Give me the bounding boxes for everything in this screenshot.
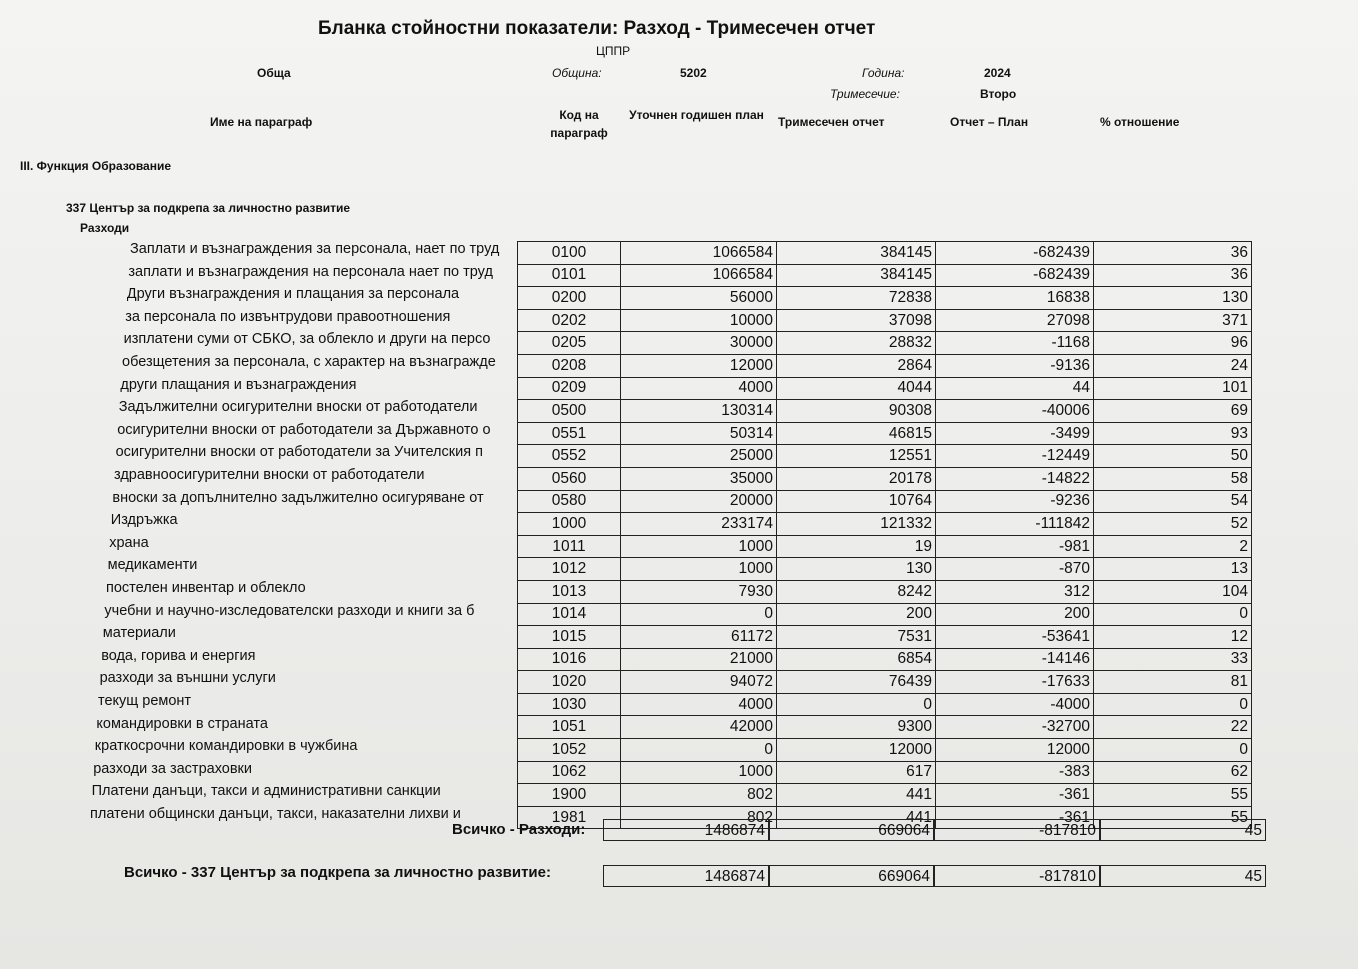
paragraph-code: 0500 — [518, 400, 621, 423]
diff-value: -383 — [936, 761, 1094, 784]
report-value: 20178 — [777, 467, 936, 490]
plan-value: 233174 — [621, 513, 777, 536]
diff-value: -682439 — [936, 242, 1094, 265]
pct-value: 93 — [1094, 422, 1252, 445]
report-value: 0 — [777, 693, 936, 716]
row-label: други плащания и възнаграждения — [120, 376, 357, 393]
paragraph-code: 0551 — [518, 422, 621, 445]
row-label: здравноосигурителни вноски от работодатели — [114, 467, 425, 483]
pct-value: 33 — [1094, 648, 1252, 671]
row-label: Заплати и възнаграждения за персонала, нает по труд — [130, 241, 500, 257]
row-label: Задължителни осигурителни вноски от работодатели — [118, 399, 478, 416]
plan-value: 0 — [621, 739, 777, 762]
row-label: текущ ремонт — [98, 693, 192, 709]
plan-value: 94072 — [621, 671, 777, 694]
plan-value: 1000 — [621, 535, 777, 558]
table-row — [518, 648, 1252, 671]
row-label: осигурителни вноски от работодатели за Държавното о — [117, 421, 491, 438]
col-header-name: Име на параграф — [210, 115, 313, 129]
paragraph-code: 1013 — [518, 580, 621, 603]
row-label: платени общински данъци, такси, наказателни лихви и — [90, 806, 461, 822]
pct-value: 36 — [1094, 264, 1252, 287]
plan-value: 56000 — [621, 287, 777, 310]
plan-value: 1066584 — [621, 242, 777, 265]
plan-value: 4000 — [621, 693, 777, 716]
row-label: Платени данъци, такси и административни санкции — [91, 783, 441, 800]
report-value: 200 — [777, 603, 936, 626]
report-value: 12000 — [777, 739, 936, 762]
plan-value: 10000 — [621, 309, 777, 332]
pct-value: 52 — [1094, 513, 1252, 536]
col-header-diff: Отчет – План — [950, 115, 1029, 129]
diff-value: 200 — [936, 603, 1094, 626]
report-value: 12551 — [777, 445, 936, 468]
org-label: Обща — [257, 66, 291, 80]
plan-value: 1000 — [621, 558, 777, 581]
total-expenses-label: Всичко - Разходи: — [452, 821, 586, 838]
paragraph-code: 0100 — [518, 242, 621, 265]
diff-value: -981 — [936, 535, 1094, 558]
section-title: III. Функция Образование — [20, 159, 172, 173]
paragraph-code: 0200 — [518, 287, 621, 310]
row-label: заплати и възнаграждения на персонала нает по труд — [128, 263, 493, 280]
total-center-plan: 1486874 — [603, 865, 769, 887]
diff-value: -361 — [936, 784, 1094, 807]
paragraph-code: 1062 — [518, 761, 621, 784]
paragraph-code: 1000 — [518, 513, 621, 536]
diff-value: -40006 — [936, 400, 1094, 423]
row-label: разходи за външни услуги — [99, 670, 276, 687]
diff-value: -1168 — [936, 332, 1094, 355]
pct-value: 371 — [1094, 309, 1252, 332]
table-row — [518, 535, 1252, 558]
row-label: материали — [102, 625, 176, 642]
report-value: 76439 — [777, 671, 936, 694]
table-row — [518, 580, 1252, 603]
plan-value: 30000 — [621, 332, 777, 355]
plan-value: 4000 — [621, 377, 777, 400]
table-row — [518, 761, 1252, 784]
paragraph-code: 1030 — [518, 693, 621, 716]
pct-value: 69 — [1094, 400, 1252, 423]
report-value: 37098 — [777, 309, 936, 332]
row-label: изплатени суми от СБКО, за облекло и други на персо — [123, 331, 491, 348]
plan-value: 61172 — [621, 626, 777, 649]
plan-value: 802 — [621, 784, 777, 807]
pct-value: 22 — [1094, 716, 1252, 739]
quarter-value: Второ — [980, 87, 1017, 101]
paragraph-code: 1016 — [518, 648, 621, 671]
report-value: 8242 — [777, 580, 936, 603]
table-row — [518, 467, 1252, 490]
table-row — [518, 422, 1252, 445]
pct-value: 0 — [1094, 739, 1252, 762]
total-center-pct: 45 — [1100, 865, 1266, 887]
report-value: 28832 — [777, 332, 936, 355]
table-row — [518, 445, 1252, 468]
plan-value: 1066584 — [621, 264, 777, 287]
municipality-label: Община: — [552, 66, 602, 80]
diff-value: -32700 — [936, 716, 1094, 739]
plan-value: 12000 — [621, 354, 777, 377]
diff-value: 44 — [936, 377, 1094, 400]
total-center-label: Всичко - 337 Център за подкрепа за личностно развитие: — [124, 864, 551, 881]
pct-value: 2 — [1094, 535, 1252, 558]
table-row — [518, 513, 1252, 536]
pct-value: 12 — [1094, 626, 1252, 649]
expense-table — [517, 241, 1252, 829]
table-row — [518, 626, 1252, 649]
col-header-plan: Уточнен годишен план — [629, 108, 764, 122]
table-row — [518, 739, 1252, 762]
report-value: 130 — [777, 558, 936, 581]
plan-value: 42000 — [621, 716, 777, 739]
paragraph-code: 0208 — [518, 354, 621, 377]
total-expenses-plan: 1486874 — [603, 819, 769, 841]
group-title: Разходи — [80, 221, 130, 235]
pct-value: 24 — [1094, 354, 1252, 377]
row-label: Други възнаграждения и плащания за персонала — [126, 286, 460, 303]
row-label: обезщетения за персонала, с характер на възнагражде — [122, 354, 496, 370]
paragraph-code: 1052 — [518, 739, 621, 762]
diff-value: 12000 — [936, 739, 1094, 762]
pct-value: 101 — [1094, 377, 1252, 400]
diff-value: -17633 — [936, 671, 1094, 694]
report-value: 441 — [777, 806, 936, 829]
total-expenses-diff: -817810 — [934, 819, 1100, 841]
year-value: 2024 — [984, 66, 1011, 80]
paragraph-code: 1011 — [518, 535, 621, 558]
year-label: Година: — [862, 66, 905, 80]
diff-value: -682439 — [936, 264, 1094, 287]
diff-value: 27098 — [936, 309, 1094, 332]
paragraph-code: 0101 — [518, 264, 621, 287]
table-row — [518, 603, 1252, 626]
total-expenses-row — [603, 819, 1266, 841]
report-value: 441 — [777, 784, 936, 807]
diff-value: -111842 — [936, 513, 1094, 536]
report-value: 7531 — [777, 626, 936, 649]
row-label: медикаменти — [107, 557, 198, 574]
total-center-row — [603, 865, 1266, 887]
diff-value: -14822 — [936, 467, 1094, 490]
report-subtitle: ЦППР — [596, 44, 631, 58]
report-value: 617 — [777, 761, 936, 784]
plan-value: 20000 — [621, 490, 777, 513]
col-header-report: Тримесечен отчет — [778, 115, 885, 129]
plan-value: 50314 — [621, 422, 777, 445]
total-center-diff: -817810 — [934, 865, 1100, 887]
report-value: 121332 — [777, 513, 936, 536]
report-value: 4044 — [777, 377, 936, 400]
total-center-report: 669064 — [769, 865, 934, 887]
total-expenses-report: 669064 — [769, 819, 934, 841]
table-row — [518, 287, 1252, 310]
paragraph-code: 1981 — [518, 806, 621, 829]
pct-value: 54 — [1094, 490, 1252, 513]
diff-value: -4000 — [936, 693, 1094, 716]
col-header-pct: % отношение — [1100, 115, 1180, 129]
report-value: 90308 — [777, 400, 936, 423]
row-label: вода, горива и енергия — [101, 647, 256, 664]
table-row — [518, 309, 1252, 332]
report-value: 19 — [777, 535, 936, 558]
row-label: учебни и научно-изследователски разходи и книги за б — [104, 602, 475, 619]
diff-value: -3499 — [936, 422, 1094, 445]
row-label: Издръжка — [110, 512, 178, 529]
diff-value: 312 — [936, 580, 1094, 603]
paragraph-code: 1015 — [518, 626, 621, 649]
pct-value: 81 — [1094, 671, 1252, 694]
row-label: осигурителни вноски от работодатели за Учителския п — [115, 444, 483, 461]
row-label: разходи за застраховки — [93, 760, 252, 777]
diff-value: -53641 — [936, 626, 1094, 649]
pct-value: 0 — [1094, 603, 1252, 626]
paragraph-code: 0205 — [518, 332, 621, 355]
paragraph-code: 0580 — [518, 490, 621, 513]
paragraph-code: 0560 — [518, 467, 621, 490]
table-row — [518, 490, 1252, 513]
report-value: 384145 — [777, 264, 936, 287]
col-header-code: Код на параграф — [550, 108, 608, 140]
diff-value: -12449 — [936, 445, 1094, 468]
table-row — [518, 693, 1252, 716]
diff-value: 16838 — [936, 287, 1094, 310]
paragraph-code: 1014 — [518, 603, 621, 626]
row-label: за персонала по извънтрудови правоотношения — [125, 308, 451, 325]
municipality-code: 5202 — [680, 66, 707, 80]
report-title: Бланка стойностни показатели: Разход - Тримесечен отчет — [318, 18, 876, 39]
plan-value: 21000 — [621, 648, 777, 671]
pct-value: 62 — [1094, 761, 1252, 784]
row-label: храна — [109, 534, 149, 551]
plan-value: 35000 — [621, 467, 777, 490]
row-label: командировки в страната — [96, 715, 268, 732]
table-row — [518, 671, 1252, 694]
report-value: 10764 — [777, 490, 936, 513]
table-row — [518, 716, 1252, 739]
paragraph-code: 1051 — [518, 716, 621, 739]
paragraph-code: 1900 — [518, 784, 621, 807]
report-value: 2864 — [777, 354, 936, 377]
table-row — [518, 377, 1252, 400]
table-row — [518, 784, 1252, 807]
paragraph-code: 0552 — [518, 445, 621, 468]
pct-value: 0 — [1094, 693, 1252, 716]
plan-value: 1000 — [621, 761, 777, 784]
pct-value: 36 — [1094, 242, 1252, 265]
total-expenses-pct: 45 — [1100, 819, 1266, 841]
plan-value: 802 — [621, 806, 777, 829]
diff-value: -14146 — [936, 648, 1094, 671]
pct-value: 55 — [1094, 784, 1252, 807]
pct-value: 58 — [1094, 467, 1252, 490]
row-label: постелен инвентар и облекло — [106, 580, 306, 596]
diff-value: -361 — [936, 806, 1094, 829]
plan-value: 25000 — [621, 445, 777, 468]
report-value: 72838 — [777, 287, 936, 310]
table-row — [518, 264, 1252, 287]
paragraph-code: 1020 — [518, 671, 621, 694]
plan-value: 7930 — [621, 580, 777, 603]
diff-value: -870 — [936, 558, 1094, 581]
row-label: краткосрочни командировки в чужбина — [94, 738, 358, 755]
diff-value: -9136 — [936, 354, 1094, 377]
paragraph-code: 1012 — [518, 558, 621, 581]
plan-value: 130314 — [621, 400, 777, 423]
report-value: 384145 — [777, 242, 936, 265]
paragraph-code: 0202 — [518, 309, 621, 332]
pct-value: 104 — [1094, 580, 1252, 603]
table-row — [518, 354, 1252, 377]
table-row — [518, 558, 1252, 581]
table-row — [518, 242, 1252, 265]
report-value: 9300 — [777, 716, 936, 739]
pct-value: 50 — [1094, 445, 1252, 468]
pct-value: 13 — [1094, 558, 1252, 581]
quarter-label: Тримесечие: — [830, 87, 900, 101]
plan-value: 0 — [621, 603, 777, 626]
report-value: 6854 — [777, 648, 936, 671]
pct-value: 96 — [1094, 332, 1252, 355]
table-row — [518, 400, 1252, 423]
subsection-title: 337 Център за подкрепа за личностно развитие — [66, 201, 351, 215]
report-value: 46815 — [777, 422, 936, 445]
table-row — [518, 332, 1252, 355]
row-label: вноски за допълнително задължително осигуряване от — [112, 489, 484, 506]
pct-value: 130 — [1094, 287, 1252, 310]
diff-value: -9236 — [936, 490, 1094, 513]
pct-value: 55 — [1094, 806, 1252, 829]
paragraph-code: 0209 — [518, 377, 621, 400]
